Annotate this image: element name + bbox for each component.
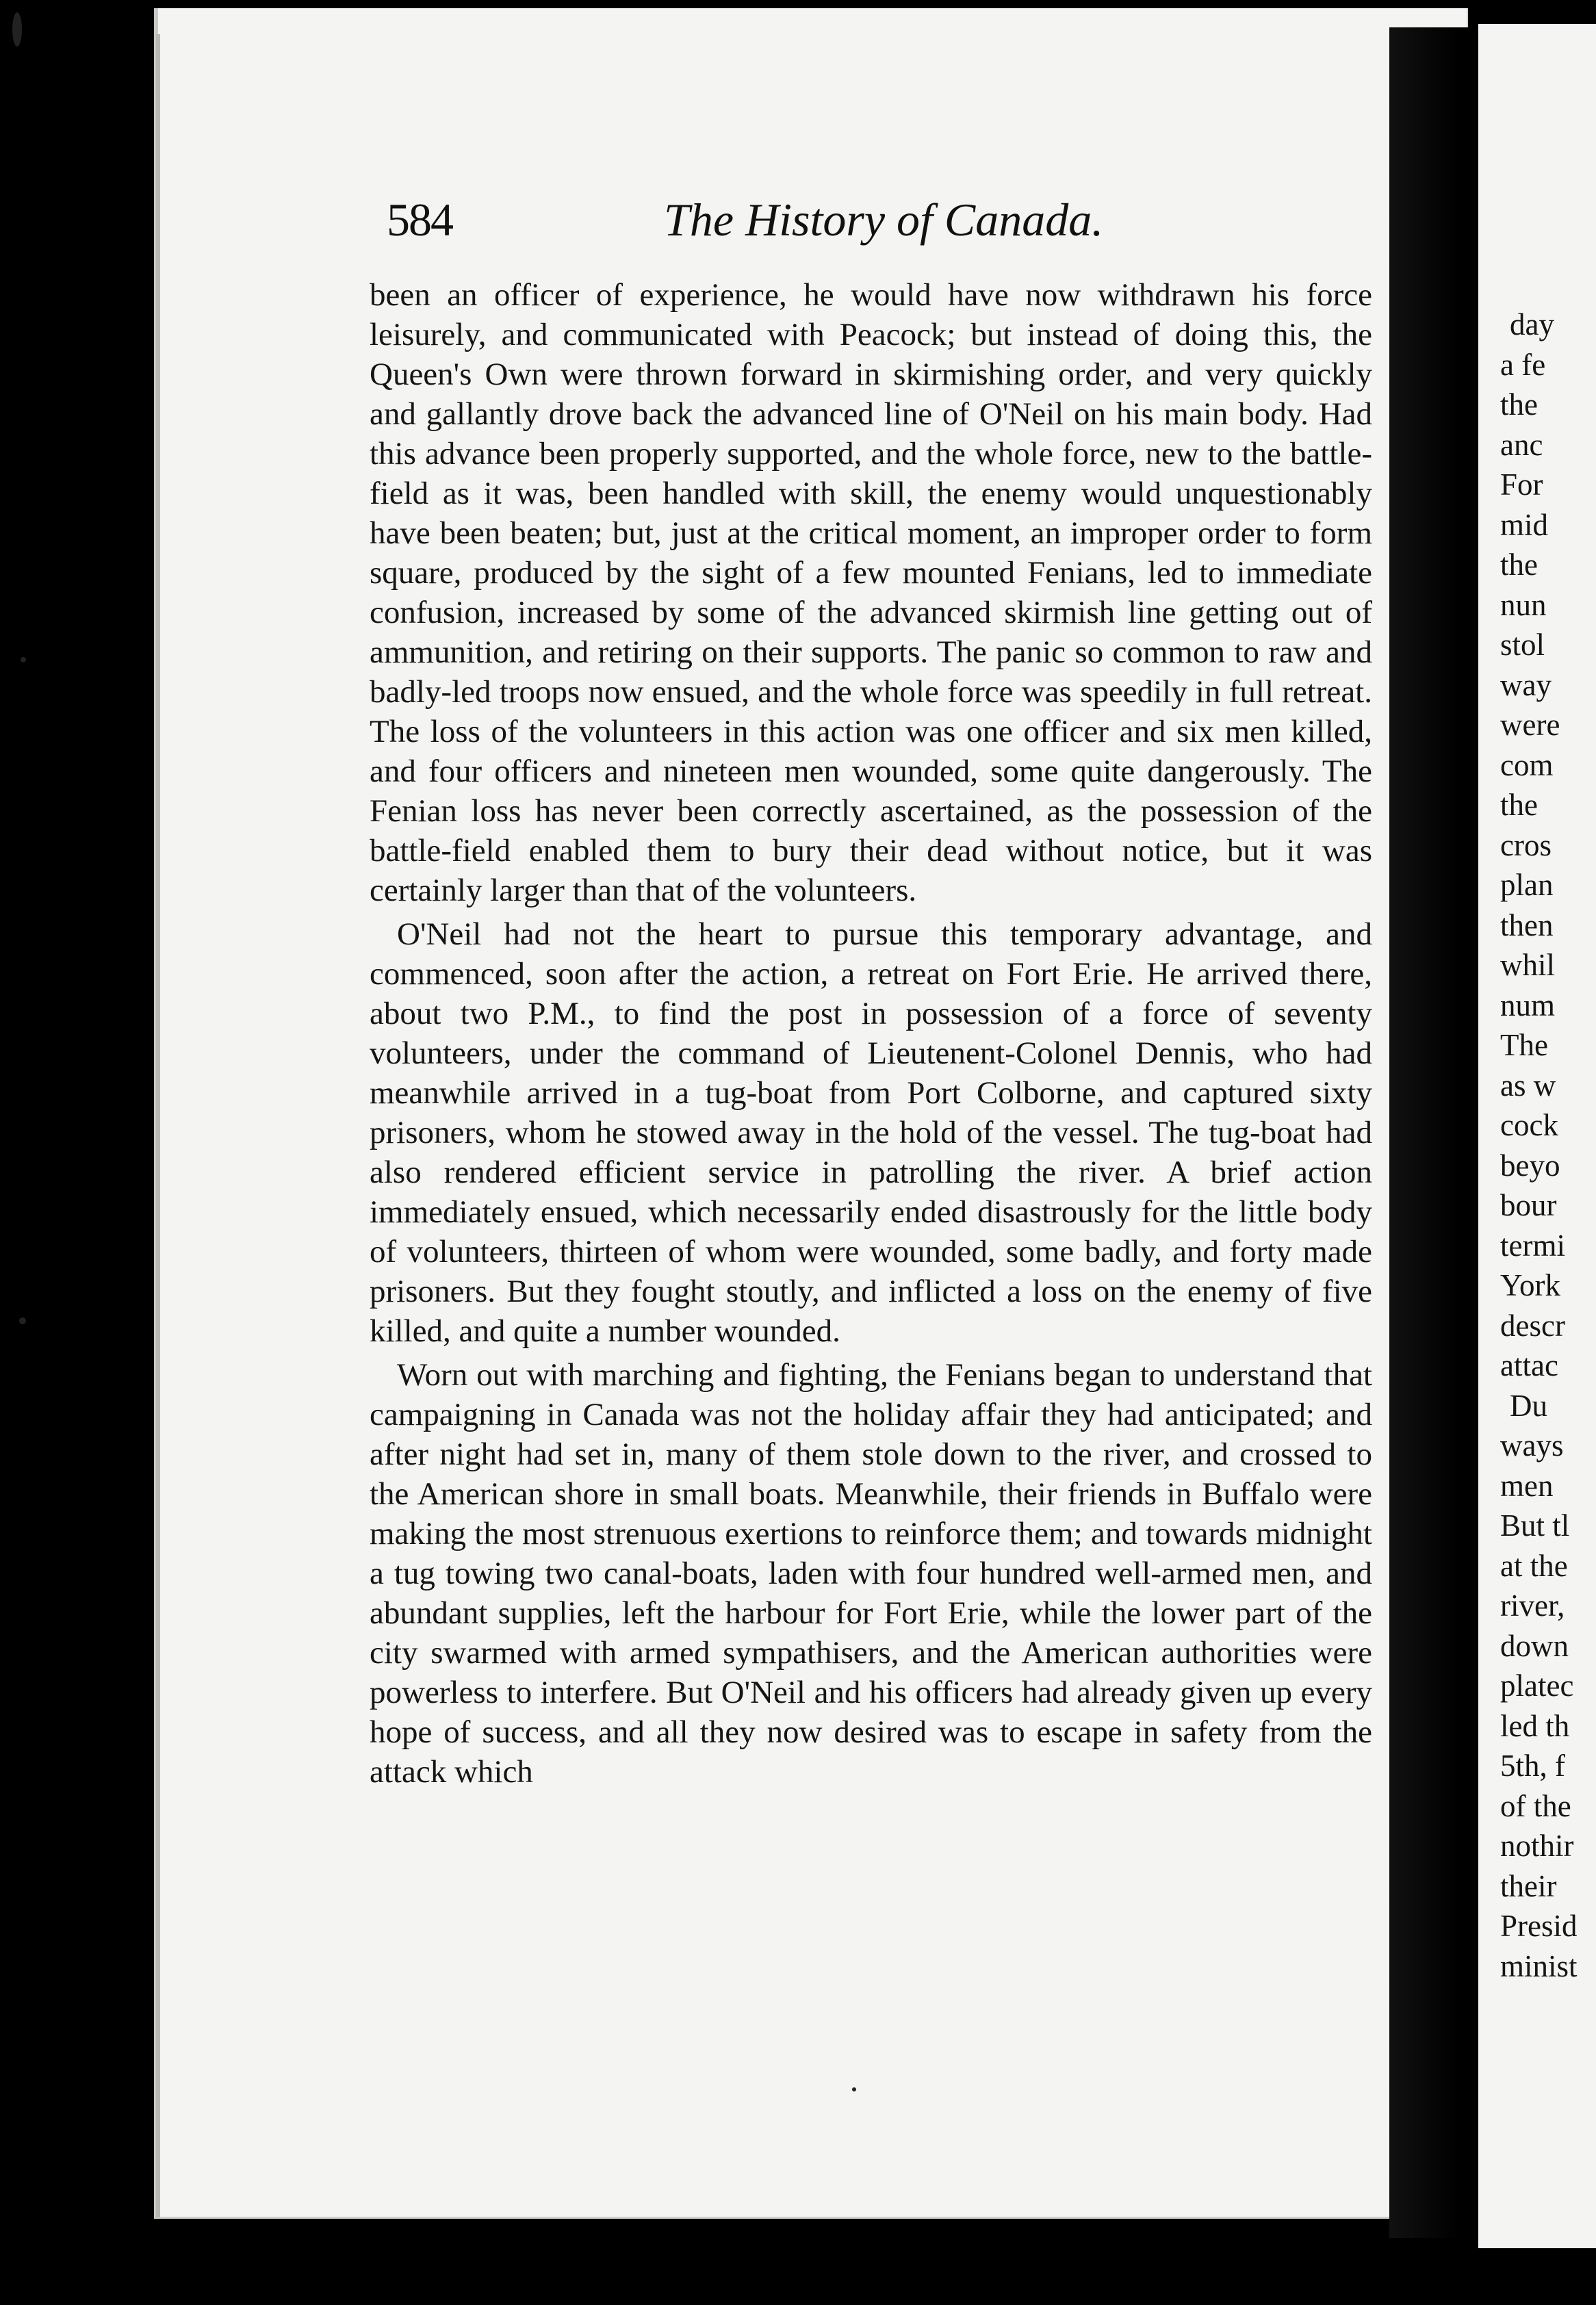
facing-page-line: Du	[1510, 1388, 1547, 1423]
scan-mark	[852, 2087, 856, 2091]
facing-page-line: The	[1500, 1028, 1548, 1062]
facing-page-line: ways	[1500, 1428, 1564, 1463]
facing-page-line: platec	[1500, 1669, 1574, 1703]
facing-page-line: bour	[1500, 1188, 1557, 1222]
scan-mark	[12, 12, 22, 47]
facing-page-line: cock	[1500, 1108, 1558, 1142]
facing-page-line: the	[1500, 788, 1538, 822]
facing-page	[1478, 24, 1596, 2248]
body-text	[370, 275, 1372, 1792]
paragraph: Worn out with marching and fighting, the Fenians began to understand that campaigning in Canada was not the holiday affair they had anticipated; and after night had set in, many of them stole down to the river, and crossed to the American shore in small boats. Meanwhile, their friends in Buffalo were making the most strenuous exertions to reinforce them; and towards midnight a tug towing two canal-boats, laden with four hundred well-armed men, and abundant supplies, left the harbour for Fort Erie, while the lower part of the city swarmed with armed sympathisers, and the American authorities were powerless to interfere. But O'Neil and his officers had already given up every hope of success, and all they now desired was to escape in safety from the attack which	[370, 1357, 1372, 1790]
scan-mark	[21, 657, 26, 662]
facing-page-line: day	[1510, 307, 1554, 342]
paragraph: been an officer of experience, he would have now withdrawn his force leisurely, and communicated with Peacock; but instead of doing this, the Queen's Own were thrown forward in skirmishing order, and very quickly and gallantly drove back the advanced line of O'Neil on his main body. Had this advance been properly supported, and the whole force, new to the battle-field as it was, been handled with skill, the enemy would unquestionably have been beaten; but, just at the critical moment, an improper order to form square, produced by the sight of a few mounted Fenians, led to immediate confusion, increased by some of the advanced skirmish line getting out of ammunition, and retiring on their supports. The panic so common to raw and badly-led troops now ensued, and the whole force was speedily in full retreat. The loss of the volunteers in this action was one officer and six men killed, and four officers and nineteen men wounded, some quite dangerously. The Fenian loss has never been correctly ascertained, as the possession of the battle-field enabled them to bury their dead without notice, but it was certainly larger than that of the volunteers.	[370, 277, 1372, 908]
facing-page-line: down	[1500, 1628, 1569, 1663]
facing-page-line: then	[1500, 907, 1554, 942]
facing-page-line: attac	[1500, 1348, 1558, 1382]
facing-page-line: river,	[1500, 1588, 1565, 1623]
facing-page-line: plan	[1500, 868, 1554, 902]
facing-page-line: beyo	[1500, 1148, 1560, 1183]
facing-page-line: For	[1500, 467, 1543, 502]
page-header	[387, 193, 1112, 261]
facing-page-line: 5th, f	[1500, 1749, 1565, 1783]
facing-page-line: led th	[1500, 1708, 1570, 1743]
facing-page-line: men	[1500, 1468, 1554, 1503]
facing-page-line: way	[1500, 667, 1552, 702]
facing-page-line: at the	[1500, 1548, 1568, 1583]
facing-page-line: Presid	[1500, 1909, 1578, 1943]
facing-page-line: num	[1500, 988, 1556, 1022]
facing-page-line: of the	[1500, 1788, 1571, 1823]
facing-page-line: nothir	[1500, 1829, 1574, 1863]
facing-page-line: minist	[1500, 1948, 1578, 1983]
scan-mark	[19, 1317, 26, 1324]
facing-page-line: cros	[1500, 827, 1552, 862]
facing-page-line: the	[1500, 548, 1538, 582]
paragraph: O'Neil had not the heart to pursue this temporary advantage, and commenced, soon after the action, a retreat on Fort Erie. He arrived there, about two P.M., to find the post in possession of a force of seventy volunteers, under the command of Lieutenent-Colonel Dennis, who had meanwhile arrived in a tug-boat from Port Colborne, and captured sixty prisoners, whom he stowed away in the hold of the vessel. The tug-boat had also rendered efficient service in patrolling the river. A brief action immediately ensued, which necessarily ended disastrously for the little body of volunteers, thirteen of whom were wounded, some badly, and forty made prisoners. But they fought stoutly, and inflicted a loss on the enemy of five killed, and quite a number wounded.	[370, 916, 1372, 1349]
facing-page-line: whil	[1500, 948, 1556, 982]
facing-page-line: stol	[1500, 628, 1545, 662]
page-edge	[156, 34, 160, 2217]
facing-page-line: their	[1500, 1868, 1557, 1903]
page-number: 584	[387, 194, 452, 246]
facing-page-text	[1500, 305, 1596, 1986]
facing-page-line: the	[1500, 387, 1538, 422]
facing-page-line: descr	[1500, 1308, 1565, 1343]
facing-page-line: York	[1500, 1268, 1560, 1302]
facing-page-line: a fe	[1500, 347, 1546, 382]
facing-page-line: as w	[1500, 1068, 1556, 1103]
facing-page-line: were	[1500, 708, 1560, 742]
running-head: The History of Canada.	[664, 194, 1104, 246]
facing-page-line: anc	[1500, 427, 1543, 462]
facing-page-line: mid	[1500, 507, 1549, 542]
facing-page-line: nun	[1500, 587, 1547, 622]
facing-page-line: com	[1500, 747, 1554, 782]
facing-page-line: But tl	[1500, 1508, 1570, 1543]
facing-page-line: termi	[1500, 1228, 1565, 1263]
